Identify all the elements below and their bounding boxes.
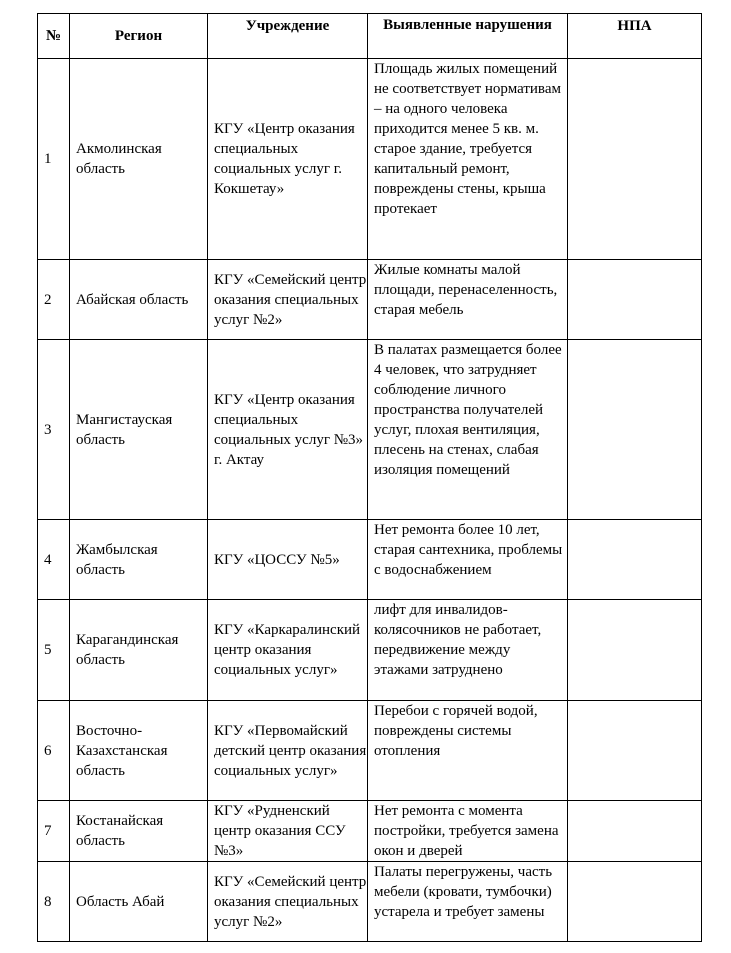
header-violations: Выявленные нарушения (368, 14, 568, 59)
header-institution: Учреждение (208, 14, 368, 59)
table-row (38, 520, 702, 600)
violations-table (37, 13, 702, 942)
row-npa (568, 600, 702, 701)
row-number: 8 (38, 862, 70, 942)
row-npa (568, 520, 702, 600)
row-region: Карагандинская область (70, 600, 208, 701)
row-npa (568, 340, 702, 520)
table-row (38, 801, 702, 862)
row-region: Область Абай (70, 862, 208, 942)
row-institution: КГУ «Каркаралинский центр оказания социальных услуг» (208, 600, 368, 701)
row-institution: КГУ «ЦОССУ №5» (208, 520, 368, 600)
row-institution: КГУ «Первомайский детский центр оказания социальных услуг» (208, 701, 368, 801)
header-region: Регион (70, 14, 208, 59)
row-number: 3 (38, 340, 70, 520)
row-number: 7 (38, 801, 70, 862)
header-npa: НПА (568, 14, 702, 59)
row-region: Жамбылская область (70, 520, 208, 600)
row-region: Костанайская область (70, 801, 208, 862)
row-institution: КГУ «Семейский центр оказания специальных услуг №2» (208, 862, 368, 942)
header-num: № (38, 14, 70, 59)
row-npa (568, 801, 702, 862)
row-npa (568, 862, 702, 942)
row-violations: лифт для инвалидов-колясочников не работает, передвижение между этажами затруднено (368, 600, 568, 701)
row-violations: Перебои с горячей водой, повреждены системы отопления (368, 701, 568, 801)
row-npa (568, 701, 702, 801)
row-violations: В палатах размещается более 4 человек, что затрудняет соблюдение личного пространства получателей услуг, плохая вентиляция, плесень на стенах, слабая изоляция помещений (368, 340, 568, 520)
row-region: Мангистауская область (70, 340, 208, 520)
row-violations: Жилые комнаты малой площади, перенаселенность, старая мебель (368, 260, 568, 340)
row-number: 4 (38, 520, 70, 600)
row-number: 1 (38, 59, 70, 260)
table-row (38, 862, 702, 942)
row-violations: Нет ремонта с момента постройки, требуется замена окон и дверей (368, 801, 568, 862)
row-region: Акмолинская область (70, 59, 208, 260)
row-number: 2 (38, 260, 70, 340)
table-row (38, 600, 702, 701)
table-row (38, 59, 702, 260)
row-number: 6 (38, 701, 70, 801)
table-row (38, 260, 702, 340)
row-violations: Палаты перегружены, часть мебели (кровати, тумбочки) устарела и требует замены (368, 862, 568, 942)
header-row (38, 14, 702, 59)
row-region: Абайская область (70, 260, 208, 340)
row-violations: Нет ремонта более 10 лет, старая сантехника, проблемы с водоснабжением (368, 520, 568, 600)
table-body (38, 59, 702, 942)
row-institution: КГУ «Рудненский центр оказания ССУ №3» (208, 801, 368, 862)
table-row (38, 340, 702, 520)
row-violations: Площадь жилых помещений не соответствует нормативам – на одного человека приходится менее 5 кв. м. старое здание, требуется капитальный ремонт, повреждены стены, крыша протекает (368, 59, 568, 260)
row-institution: КГУ «Центр оказания специальных социальных услуг №3» г. Актау (208, 340, 368, 520)
table-row (38, 701, 702, 801)
row-region: Восточно-Казахстанская область (70, 701, 208, 801)
row-number: 5 (38, 600, 70, 701)
row-institution: КГУ «Центр оказания специальных социальных услуг г. Кокшетау» (208, 59, 368, 260)
row-npa (568, 59, 702, 260)
row-institution: КГУ «Семейский центр оказания специальных услуг №2» (208, 260, 368, 340)
row-npa (568, 260, 702, 340)
